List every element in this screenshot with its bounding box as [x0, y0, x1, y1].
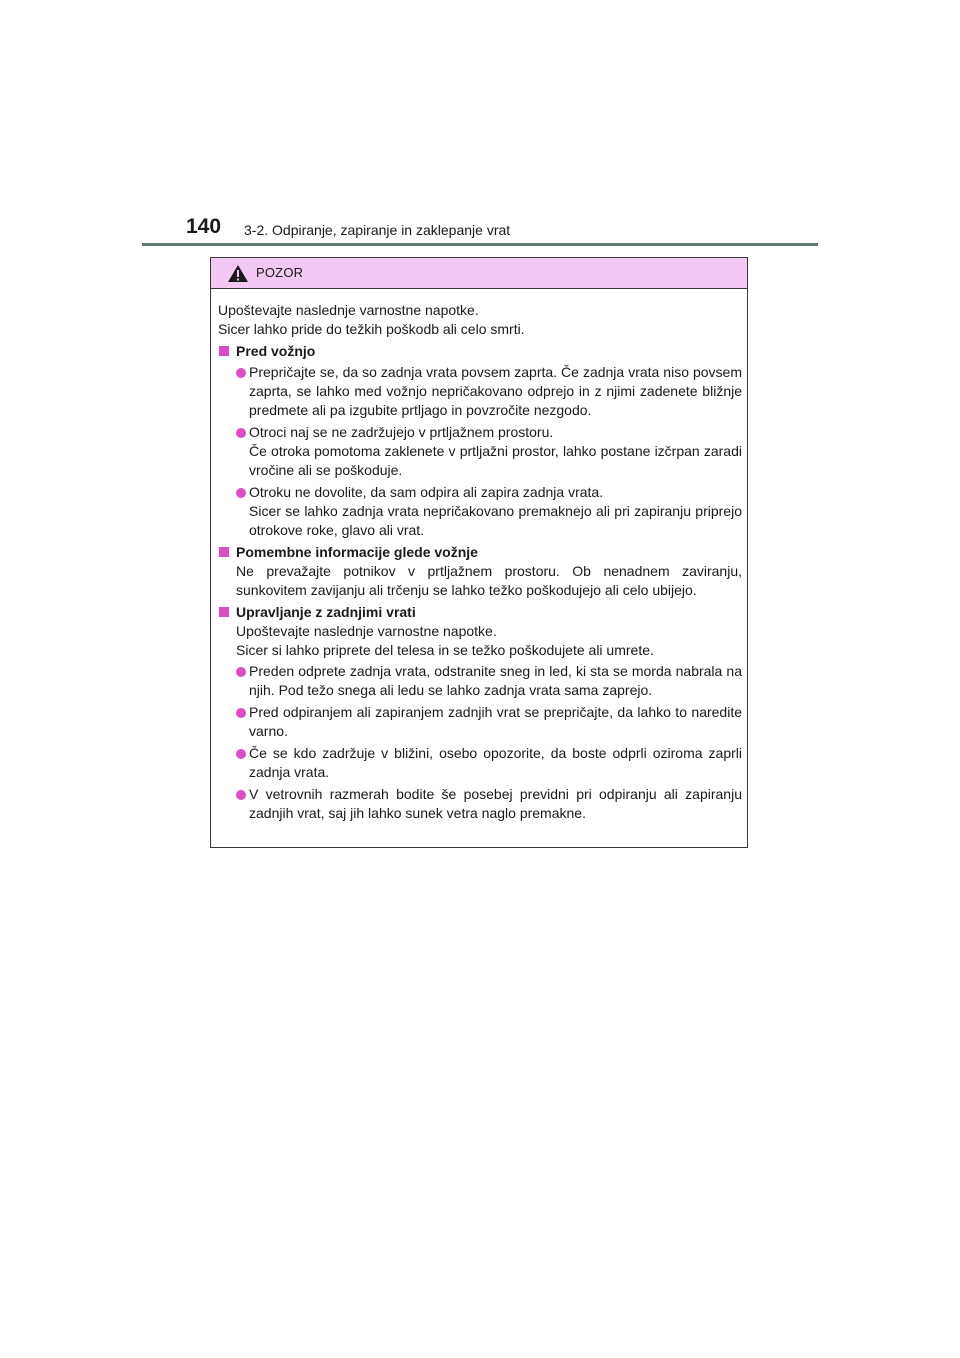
- item-text: Preden odprete zadnja vrata, odstranite sneg in led, ki sta se morda nabrala na njih. Pod težo snega ali ledu se lahko zadnja vrata sama zaprejo.: [249, 663, 742, 698]
- caution-label: POZOR: [256, 265, 304, 280]
- caution-box: [210, 257, 748, 848]
- section-heading-text: Pred vožnjo: [236, 343, 316, 359]
- dot-bullet-icon: [236, 368, 246, 378]
- intro-line: Sicer lahko pride do težkih poškodb ali celo smrti.: [218, 321, 525, 337]
- list-item: [218, 423, 742, 480]
- square-bullet-icon: [219, 547, 229, 557]
- caution-header: [211, 258, 747, 289]
- list-item: [218, 785, 742, 823]
- list-item: [218, 703, 742, 741]
- section-pred-voznjo: [218, 342, 742, 540]
- section-heading-text: Pomembne informacije glede vožnje: [236, 544, 478, 560]
- item-text: V vetrovnih razmerah bodite še posebej previdni pri odpiranju ali zapiranju zadnjih vrat, saj jih lahko sunek vetra naglo premakne.: [249, 786, 742, 821]
- section-title: 3-2. Odpiranje, zapiranje in zaklepanje vrat: [244, 222, 511, 238]
- dot-bullet-icon: [236, 749, 246, 759]
- list-item: [218, 483, 742, 540]
- section-text: Ne prevažajte potnikov v prtljažnem prostoru. Ob nenadnem zaviranju, sunkovitem zavijanju ali trčenju se lahko težko poškodujejo ali celo ubijejo.: [236, 563, 742, 598]
- item-text: Prepričajte se, da so zadnja vrata povsem zaprta. Če zadnja vrata niso povsem zaprta, se lahko med vožnjo nepričakovano odprejo in z njimi zadenete bližnje predmete ali pa izgubite prtljago in povzročite nezgodo.: [249, 364, 742, 418]
- list-item: [218, 744, 742, 782]
- item-text: Pred odpiranjem ali zapiranjem zadnjih vrat se prepričajte, da lahko to naredite varno.: [249, 704, 742, 739]
- section-heading: [218, 543, 742, 562]
- item-text: Če se kdo zadržuje v bližini, osebo opozorite, da boste odprli oziroma zaprli zadnja vrata.: [249, 745, 742, 780]
- caution-intro: [218, 301, 742, 339]
- section-pomembne-informacije: [218, 543, 742, 600]
- page-number: 140: [186, 215, 222, 238]
- square-bullet-icon: [219, 346, 229, 356]
- header-rule: [142, 243, 818, 246]
- section-text: Upoštevajte naslednje varnostne napotke. Sicer si lahko priprete del telesa in se težko poškodujete ali umrete.: [236, 623, 654, 658]
- section-heading: [218, 342, 742, 361]
- dot-bullet-icon: [236, 790, 246, 800]
- item-text: Otroci naj se ne zadržujejo v prtljažnem prostoru.: [249, 424, 554, 440]
- square-bullet-icon: [219, 607, 229, 617]
- dot-bullet-icon: [236, 708, 246, 718]
- section-upravljanje-zadnja-vrata: [218, 603, 742, 823]
- item-text: Če otroka pomotoma zaklenete v prtljažni prostor, lahko postane izčrpan zaradi vročine ali se poškoduje.: [249, 443, 742, 478]
- warning-triangle-icon: [227, 264, 249, 283]
- list-item: [218, 662, 742, 700]
- item-text: Otroku ne dovolite, da sam odpira ali zapira zadnja vrata.: [249, 484, 604, 500]
- item-text: Sicer se lahko zadnja vrata nepričakovano premaknejo ali pri zapiranju priprejo otrokove roke, glavo ali vrat.: [249, 503, 742, 538]
- section-heading-text: Upravljanje z zadnjimi vrati: [236, 604, 416, 620]
- dot-bullet-icon: [236, 428, 246, 438]
- dot-bullet-icon: [236, 667, 246, 677]
- list-item: [218, 363, 742, 420]
- section-heading: [218, 603, 742, 622]
- dot-bullet-icon: [236, 488, 246, 498]
- page-header: [186, 214, 818, 244]
- intro-line: Upoštevajte naslednje varnostne napotke.: [218, 302, 479, 318]
- caution-body: [211, 289, 747, 823]
